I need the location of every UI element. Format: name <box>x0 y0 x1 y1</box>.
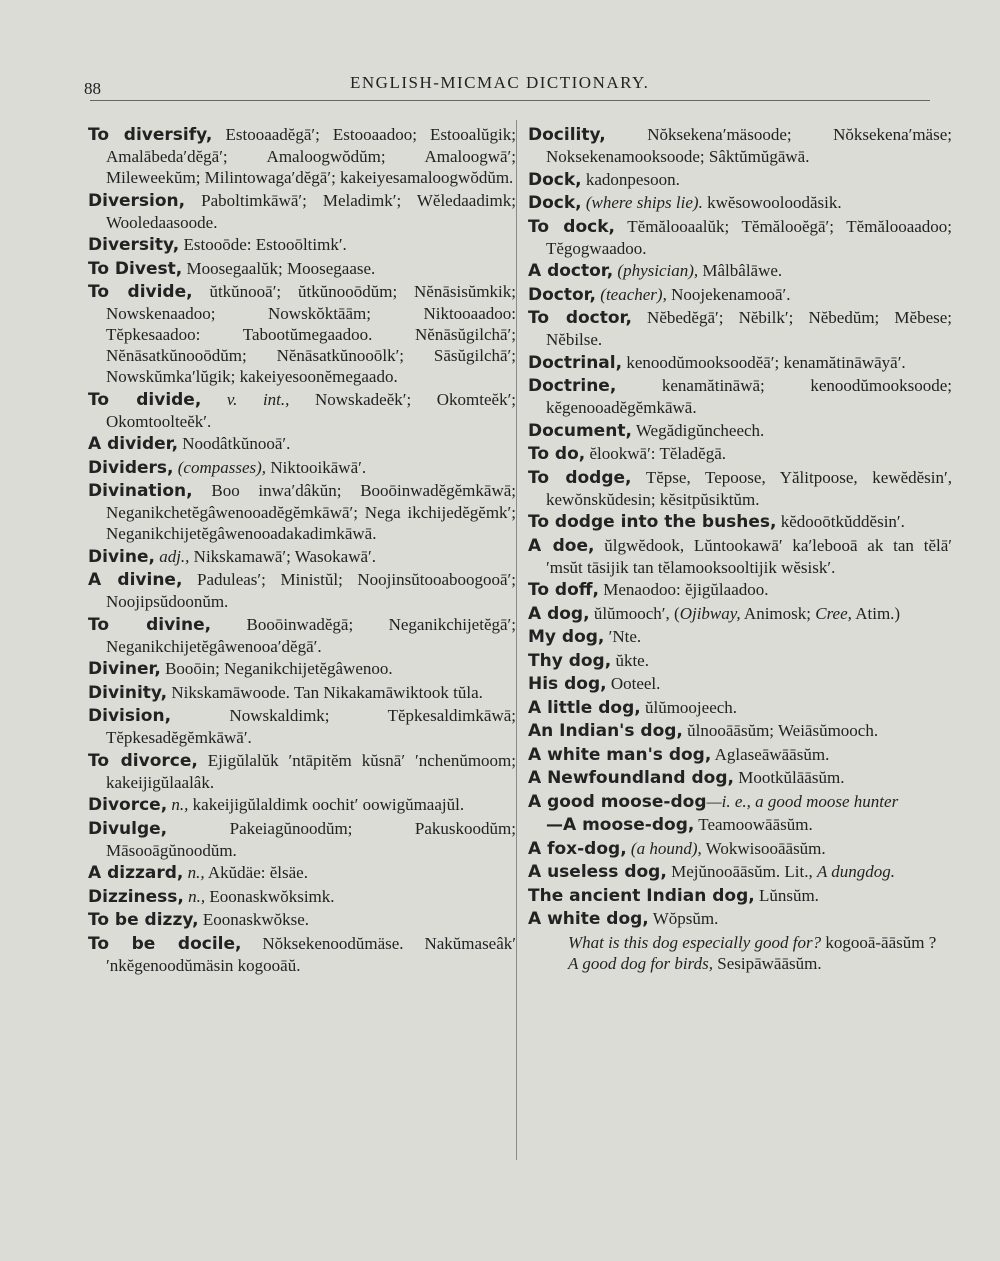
entry-headword: A divider, <box>88 434 179 454</box>
entry-grammar-note: (a hound), <box>626 838 702 858</box>
example-micmac: Sesipāwāāsŭm. <box>713 953 822 973</box>
entry-definition: Nŏksekenoodŭmäse. Nakŭmaseâk′ ′nkĕgenoodŭmäsin kogooāŭ. <box>106 933 516 975</box>
dictionary-entry <box>528 650 952 672</box>
entry-definition: Nowskadeĕk′; Okomteĕk′; Okomtoolteĕk′. <box>106 389 517 431</box>
entry-headword: The ancient Indian dog, <box>528 885 755 906</box>
entry-definition: Nŏksekena′mäsoode; Nŏksekena′mäse; Noksekenamooksoode; Sâktŭmŭgāwā. <box>546 125 952 166</box>
example-micmac: kogooā-āāsŭm ? <box>821 932 937 952</box>
dictionary-entry <box>88 886 516 908</box>
entry-headword: To divine, <box>88 614 212 635</box>
entry-headword: To divide, <box>88 389 202 410</box>
dictionary-entry <box>528 673 952 695</box>
entry-definition: Moosegaalŭk; Moosegaase. <box>182 258 376 278</box>
entry-headword: To be dizzy, <box>88 910 199 930</box>
entry-headword: A fox-dog, <box>528 838 627 859</box>
page-number: 88 <box>84 79 101 98</box>
entry-definition: Mejŭnooāāsŭm. Lit., <box>666 862 817 881</box>
dictionary-entry <box>528 169 952 191</box>
dictionary-entry <box>88 234 516 256</box>
entry-definition: Pakeiagŭnoodŭm; Pakuskoodŭm; Māsooāgŭnoodŭm. <box>106 818 516 860</box>
left-column <box>88 124 516 977</box>
dictionary-entry <box>528 861 952 883</box>
entry-headword: To do, <box>528 444 586 464</box>
entry-headword: To dodge into the bushes, <box>528 512 777 532</box>
entry-headword: To divorce, <box>88 750 198 771</box>
entry-headword: Doctor, <box>528 284 597 305</box>
entry-headword: To divide, <box>88 282 193 302</box>
dictionary-entry <box>88 818 516 861</box>
dictionary-entry <box>528 838 952 860</box>
dictionary-entry <box>528 260 952 282</box>
entry-grammar-note: n., <box>183 886 206 906</box>
entry-definition: kenoodŭmooksoodĕā′; kenamătināwāyā′. <box>622 352 906 372</box>
entry-headword: A dog, <box>528 603 590 624</box>
dictionary-entry <box>88 862 516 884</box>
entry-definition: Paboltimkāwā′; Meladimk′; Wĕledaadimk; Wooledaasoode. <box>106 190 516 232</box>
entry-definition: Akŭdäe: ĕlsäe. <box>204 863 308 882</box>
entry-headword: Divination, <box>88 481 193 501</box>
entry-grammar-note: (physician), <box>613 261 699 280</box>
entry-headword: Document, <box>528 420 632 441</box>
dictionary-entry <box>528 467 952 510</box>
entry-definition: Noojekenamooā′. <box>666 284 791 304</box>
entry-definition: Tĕmălooaalŭk; Tĕmălooĕgā′; Tĕmălooaadoo; Tĕgogwaadoo. <box>546 216 953 258</box>
entry-headword: Docility, <box>528 125 606 145</box>
entry-definition: Ejigŭlalŭk ′ntāpitĕm kŭsnā′ ′nchenŭmoom; kakeijigŭlaalâk. <box>106 750 516 792</box>
dictionary-entry <box>88 614 516 657</box>
entry-headword: Thy dog, <box>528 650 612 671</box>
dictionary-entry <box>528 626 952 648</box>
dictionary-entry <box>528 791 952 813</box>
entry-headword: Dock, <box>528 169 582 190</box>
entry-headword: Diversion, <box>88 190 186 211</box>
entry-definition: ĕlookwā′: Tĕladĕgā. <box>585 444 727 463</box>
entry-grammar-note: (compasses), <box>173 457 267 477</box>
entry-note: Ojibway, <box>679 603 741 623</box>
entry-grammar-note: —i. e., a good moose hunter <box>706 791 899 811</box>
entry-grammar-note: (teacher), <box>596 284 667 304</box>
entry-definition: ′Nte. <box>604 627 642 646</box>
entry-note: Cree, <box>815 603 852 623</box>
entry-definition: Lŭnsŭm. <box>754 885 819 905</box>
dictionary-entry <box>528 124 952 167</box>
entry-headword: Divinity, <box>88 682 168 703</box>
dictionary-entry <box>528 720 952 742</box>
dictionary-entry <box>88 682 516 704</box>
entry-headword: To diversify, <box>88 125 213 145</box>
entry-definition: ŭtkŭnooā′; ŭtkŭnooōdŭm; Nĕnāsisŭmkik; Nowskenaadoo; Nowskŏktāām; Niktooaadoo: Tĕpkesaadoo: Tabootŭmegaadoo. Nĕnāsŭgilchā′; Nĕnāsatkŭnooōdŭm; Nĕnāsatkŭnooōlk′; Sāsŭgilchā′; Nowskŭmka′lŭgik; kakeiyesoonĕmegaado. <box>106 282 516 386</box>
dictionary-entry <box>88 480 516 544</box>
entry-note: A dungdog. <box>816 862 896 881</box>
entry-grammar-note: (where ships lie). <box>581 193 703 212</box>
dictionary-entry <box>528 535 952 578</box>
entry-definition: kadonpesoon. <box>581 169 680 189</box>
entry-headword: Doctrinal, <box>528 352 623 373</box>
entry-definition: Eoonaskwŏkse. <box>198 910 310 929</box>
entry-headword: A white dog, <box>528 909 649 929</box>
entry-definition: Boo inwa′dâkŭn; Booōinwadĕgĕmkāwā; Neganikchetĕgâwenooadĕgĕmkāwā′; Nega ikchijedĕgĕmk′; Neganikchijetĕgâwenooadakadimkāwā. <box>106 481 516 543</box>
entry-definition: ŭlŭmoojeech. <box>640 697 738 717</box>
entry-definition: Nowskaldimk; Tĕpkesaldimkāwā; Tĕpkesadĕgĕmkāwā′. <box>106 706 516 747</box>
dictionary-entry <box>88 794 516 816</box>
entry-headword: A doctor, <box>528 261 614 281</box>
entry-headword: Doctrine, <box>528 376 617 396</box>
header-rule <box>90 100 930 101</box>
dictionary-entry <box>528 192 952 214</box>
entry-definition: ŭkte. <box>611 650 649 670</box>
dictionary-entry <box>528 697 952 719</box>
entry-definition: ŭlgwĕdook, Lŭntookawā′ ka′lebooā ak tan tĕlā′ ′msŭt tāsijik tan tĕlamooksooltijik wĕsisk′. <box>546 535 952 577</box>
entry-definition: Atim.) <box>851 603 901 623</box>
entry-headword: Division, <box>88 706 172 726</box>
entry-definition: Booōin; Neganikchijetĕgâwenoo. <box>160 659 393 678</box>
entry-grammar-note: n., <box>167 795 189 814</box>
example-sentence <box>528 953 952 974</box>
entry-headword: To dock, <box>528 216 615 237</box>
dictionary-entry <box>88 750 516 793</box>
entry-definition: kĕdooōtkŭddĕsin′. <box>776 512 905 531</box>
dictionary-entry <box>88 705 516 748</box>
entry-definition: Ooteel. <box>606 674 661 693</box>
dictionary-entry <box>528 443 952 465</box>
entry-definition: Estooaadĕgā′; Estooaadoo; Estooalŭgik; Amalābeda′dĕgā′; Amaloogwŏdŭm; Amaloogwā′; Mileweekŭm; Milintowaga′dĕgā′; kakeiyesamaloogwŏdŭm. <box>106 125 516 187</box>
entry-headword: To Divest, <box>88 258 183 279</box>
example-sentence <box>528 932 952 953</box>
entry-definition: kenamătināwā; kenoodŭmooksoode; kĕgenooadĕgĕmkāwā. <box>546 376 952 417</box>
entry-definition: Booōinwadĕgā; Neganikchijetĕgā′; Neganikchijetĕgâwenooa′dĕgā′. <box>106 614 516 656</box>
dictionary-entry <box>88 933 516 976</box>
entry-definition: Mâlbâlāwe. <box>698 261 783 280</box>
dictionary-entry <box>88 258 516 280</box>
entry-definition: kakeijigŭlaldimk oochit′ oowigŭmaajŭl. <box>188 795 465 814</box>
entry-headword: Divorce, <box>88 795 168 815</box>
dictionary-entry <box>88 190 516 233</box>
dictionary-entry <box>528 908 952 930</box>
dictionary-entry <box>528 814 952 836</box>
entry-definition: Wokwisooāāsŭm. <box>701 838 826 858</box>
entry-definition: Estooōde: Estooōltimk′. <box>179 235 347 254</box>
entry-headword: A dizzard, <box>88 863 184 883</box>
entry-headword: To be docile, <box>88 933 242 954</box>
entry-grammar-note: n., <box>183 863 205 882</box>
entry-headword: Dock, <box>528 193 582 213</box>
dictionary-entry <box>528 603 952 625</box>
entry-definition: Paduleas′; Ministŭl; Noojinsŭtooaboogooā′; Noojipsŭdoonŭm. <box>106 570 516 611</box>
entry-headword: Dizziness, <box>88 886 184 907</box>
dictionary-entry <box>88 124 516 188</box>
entry-headword: My dog, <box>528 627 605 647</box>
entry-headword: Diviner, <box>88 659 161 679</box>
entry-headword: A little dog, <box>528 697 641 718</box>
right-column <box>528 124 952 974</box>
entry-definition: Tĕpse, Tepoose, Yălitpoose, kewĕdĕsin′, kewŏnskŭdesin; kĕsitpŭsiktŭm. <box>546 467 952 509</box>
running-head: ENGLISH-MICMAC DICTIONARY. <box>350 73 650 92</box>
entry-grammar-note: v. int., <box>201 389 290 409</box>
entry-headword: A Newfoundland dog, <box>528 768 734 788</box>
entry-headword: To doff, <box>528 580 600 600</box>
dictionary-entry <box>88 658 516 680</box>
entry-definition: Nikskamāwoode. Tan Nikakamāwiktook tŭla. <box>167 682 483 702</box>
example-english: What is this dog especially good for? <box>568 932 822 952</box>
entry-definition: Aglaseāwāāsŭm. <box>711 744 830 764</box>
entry-headword: A good moose-dog <box>528 791 707 812</box>
entry-definition: ŭlŭmooch′, ( <box>589 603 680 623</box>
entry-headword: Divine, <box>88 546 155 567</box>
entry-definition: Menaodoo: ĕjigŭlaadoo. <box>599 580 769 599</box>
dictionary-entry <box>528 767 952 789</box>
dictionary-entry <box>88 569 516 612</box>
entry-headword: To doctor, <box>528 308 632 328</box>
entry-headword: A useless dog, <box>528 862 667 882</box>
dictionary-entry <box>88 389 516 432</box>
dictionary-entry <box>528 579 952 601</box>
entry-definition: ŭlnooāāsŭm; Weiāsŭmooch. <box>682 721 879 740</box>
dictionary-entry <box>528 216 952 259</box>
entry-definition: Niktooikāwā′. <box>266 457 367 477</box>
entry-definition: Eoonaskwŏksimk. <box>205 886 335 906</box>
dictionary-entry <box>528 375 952 418</box>
entry-definition: Teamoowāāsŭm. <box>694 815 813 834</box>
dictionary-entry <box>88 281 516 387</box>
entry-definition: Mootkŭlāāsŭm. <box>733 768 845 787</box>
dictionary-entry <box>528 511 952 533</box>
dictionary-entry <box>528 307 952 350</box>
entry-headword: His dog, <box>528 674 607 694</box>
dictionary-entry <box>88 909 516 931</box>
entry-headword: A divine, <box>88 570 183 590</box>
entry-headword: A white man's dog, <box>528 744 712 765</box>
entry-definition: Nikskamawā′; Wasokawā′. <box>189 546 376 566</box>
entry-headword: A doe, <box>528 535 595 556</box>
dictionary-entry <box>528 420 952 442</box>
entry-headword: Dividers, <box>88 457 174 478</box>
dictionary-entry <box>528 352 952 374</box>
dictionary-entry <box>88 546 516 568</box>
entry-definition: Noodâtkŭnooā′. <box>178 434 291 453</box>
dictionary-entry <box>528 744 952 766</box>
entry-grammar-note: adj., <box>154 546 190 566</box>
dictionary-entry <box>528 885 952 907</box>
entry-definition: Wŏpsŭm. <box>648 909 719 928</box>
column-divider <box>516 120 517 1160</box>
entry-definition: Wegădigŭncheech. <box>631 420 765 440</box>
example-english: A good dog for birds, <box>568 953 713 973</box>
dictionary-entry <box>528 284 952 306</box>
entry-headword: Diversity, <box>88 235 180 255</box>
dictionary-entry <box>88 457 516 479</box>
entry-headword: —A moose-dog, <box>546 815 695 835</box>
dictionary-entry <box>88 433 516 455</box>
entry-definition: Nĕbedĕgā′; Nĕbilk′; Nĕbedŭm; Mĕbese; Nĕbilse. <box>546 308 952 349</box>
entry-headword: An Indian's dog, <box>528 721 683 741</box>
entry-headword: To dodge, <box>528 467 632 488</box>
entry-definition: Animosk; <box>740 603 816 623</box>
entry-definition: kwĕsowooloodăsik. <box>702 193 842 212</box>
entry-headword: Divulge, <box>88 818 168 839</box>
